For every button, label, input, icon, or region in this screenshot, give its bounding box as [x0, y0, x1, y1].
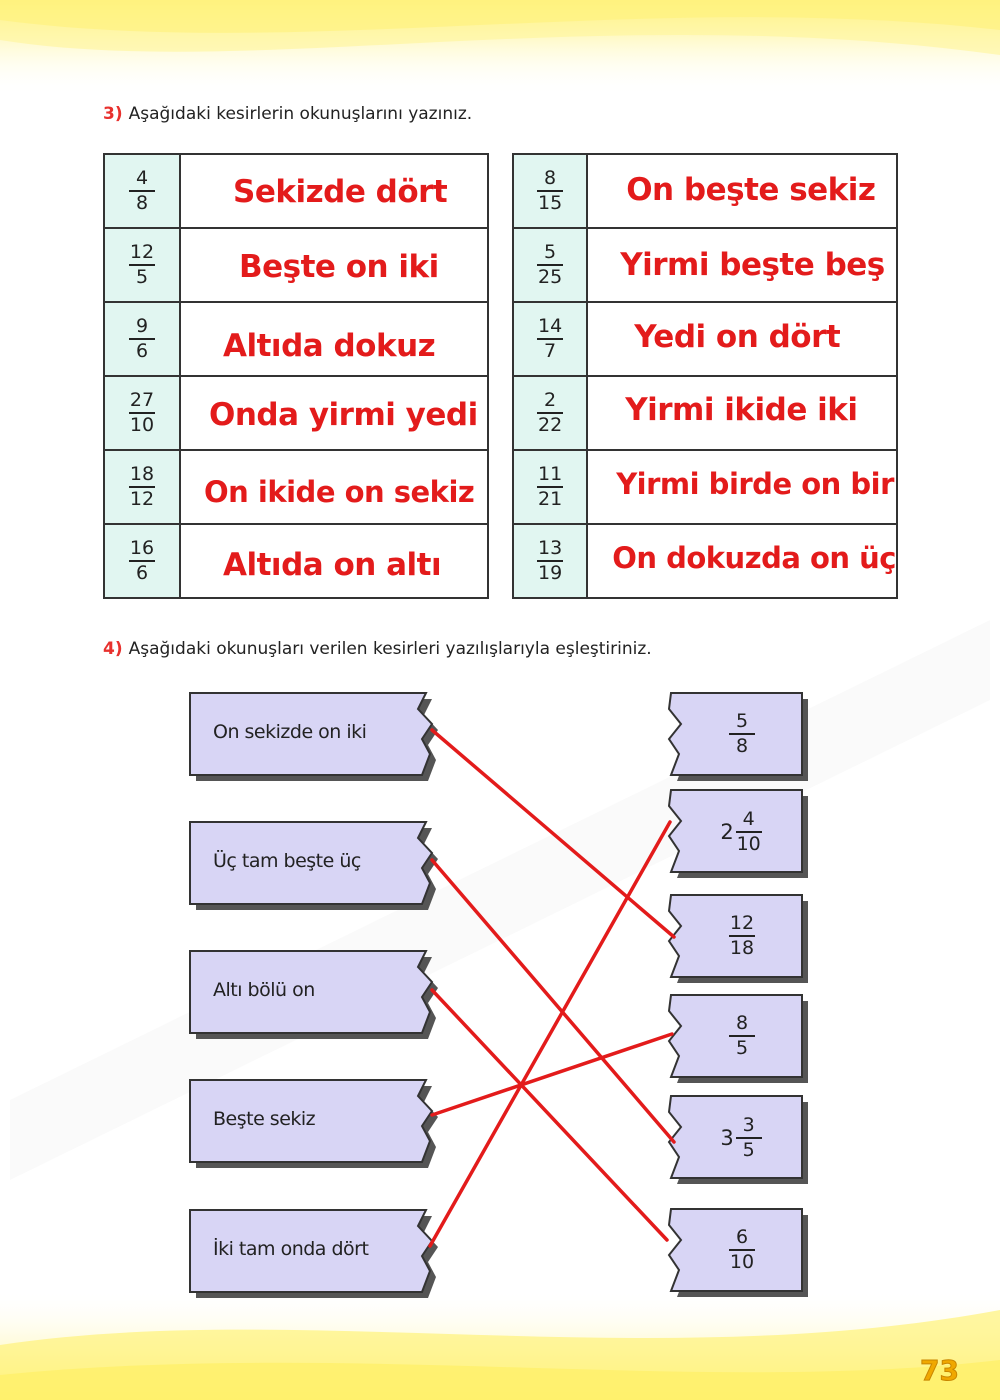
numerator: 14: [538, 315, 563, 338]
reading-answer: Altıda dokuz: [223, 328, 436, 364]
fraction: [736, 1114, 762, 1162]
page-number: 73: [920, 1354, 959, 1387]
numerator: 4: [742, 808, 755, 830]
numerator: 11: [538, 463, 563, 486]
reading-answer: Yirmi beşte beş: [620, 247, 885, 283]
match-line[interactable]: [432, 860, 674, 1142]
numerator: 12: [729, 912, 755, 934]
reading-answer: On ikide on sekiz: [204, 475, 475, 509]
denominator: 10: [729, 1250, 755, 1273]
numerator: 5: [735, 710, 749, 732]
numerator: 9: [135, 315, 149, 338]
reading-label: Üç tam beşte üç: [213, 850, 361, 872]
reading-answer: Sekizde dört: [233, 174, 448, 210]
denominator: 6: [135, 561, 149, 584]
denominator: 5: [135, 265, 149, 288]
reading-label: On sekizde on iki: [213, 721, 367, 743]
numerator: 2: [544, 389, 557, 412]
denominator: 15: [538, 191, 563, 214]
numerator: 13: [538, 537, 563, 560]
denominator: 21: [538, 487, 563, 510]
reading-answer: Yedi on dört: [634, 319, 841, 355]
whole-number: 2: [720, 819, 734, 844]
reading-answer: Onda yirmi yedi: [209, 397, 478, 433]
denominator: 5: [735, 1036, 749, 1059]
match-line[interactable]: [432, 1034, 672, 1115]
fraction-label: [676, 808, 806, 856]
fraction: [729, 1226, 755, 1274]
numerator: 27: [129, 389, 155, 412]
match-line[interactable]: [432, 730, 674, 937]
match-line[interactable]: [430, 822, 670, 1246]
denominator: 22: [538, 413, 563, 436]
numerator: 4: [135, 167, 149, 190]
reading-label: Beşte sekiz: [213, 1108, 316, 1130]
numerator: 12: [129, 241, 155, 264]
denominator: 5: [742, 1138, 755, 1161]
reading-answer: Beşte on iki: [239, 249, 439, 285]
reading-answer: Yirmi ikide iki: [625, 392, 858, 428]
reading-answer: Altıda on altı: [223, 547, 442, 583]
fraction-label: [676, 1114, 806, 1162]
denominator: 10: [736, 832, 761, 855]
denominator: 7: [544, 339, 557, 362]
numerator: 18: [129, 463, 155, 486]
match-lines: [430, 730, 674, 1246]
numerator: 6: [735, 1226, 749, 1248]
fraction: [736, 808, 762, 856]
fraction: [729, 710, 755, 758]
fraction-label: [676, 1012, 806, 1060]
reading-answer: On dokuzda on üç: [612, 541, 896, 575]
whole-number: 3: [720, 1125, 734, 1150]
denominator: 12: [129, 487, 155, 510]
denominator: 10: [129, 413, 155, 436]
reading-answer: Yirmi birde on bir: [616, 467, 894, 501]
denominator: 19: [538, 561, 563, 584]
denominator: 8: [735, 734, 749, 757]
question-3-number: 3): [103, 104, 123, 124]
fraction-label: [676, 710, 806, 758]
reading-label: İki tam onda dört: [213, 1238, 369, 1260]
numerator: 3: [742, 1114, 755, 1136]
fraction-label: [676, 1226, 806, 1274]
fraction: [729, 1012, 755, 1060]
reading-label: Altı bölü on: [213, 979, 315, 1001]
fraction-cards: [669, 693, 808, 1297]
denominator: 6: [135, 339, 149, 362]
question-4-number: 4): [103, 639, 123, 659]
numerator: 5: [544, 241, 557, 264]
fraction: [729, 912, 755, 960]
denominator: 8: [135, 191, 149, 214]
match-line[interactable]: [432, 990, 667, 1240]
question-4-instruction: Aşağıdaki okunuşları verilen kesirleri yazılışlarıyla eşleştiriniz.: [128, 639, 652, 659]
numerator: 16: [129, 537, 155, 560]
numerator: 8: [735, 1012, 749, 1034]
denominator: 18: [729, 936, 755, 959]
denominator: 25: [538, 265, 563, 288]
fraction-label: [676, 912, 806, 960]
numerator: 8: [544, 167, 557, 190]
question-3-instruction: Aşağıdaki kesirlerin okunuşlarını yazınız.: [128, 104, 473, 124]
reading-answer: On beşte sekiz: [626, 172, 876, 208]
